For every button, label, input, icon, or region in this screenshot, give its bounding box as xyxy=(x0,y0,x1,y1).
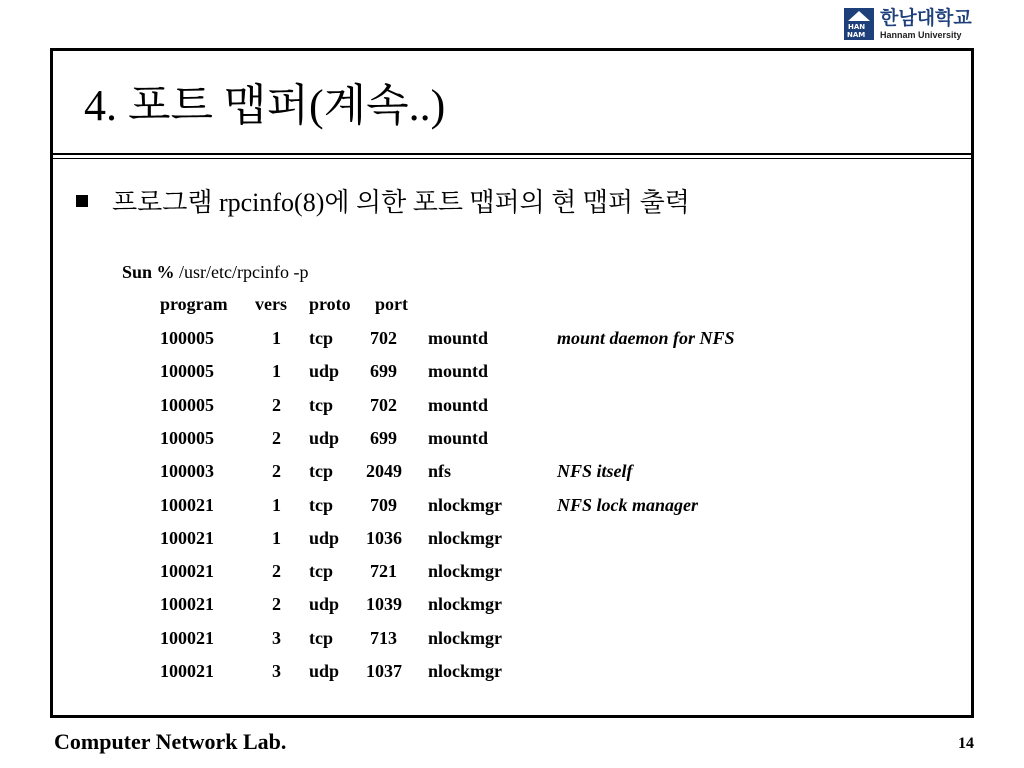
cell-proto: tcp xyxy=(309,328,333,348)
cell-port: 702 xyxy=(370,394,397,415)
footer-lab-name: Computer Network Lab. xyxy=(54,729,287,754)
cell-port: 1039 xyxy=(366,594,402,615)
cell-program: 100005 xyxy=(160,394,214,415)
cell-service: nfs xyxy=(428,461,452,482)
cell-vers: 2 xyxy=(272,427,281,448)
cell-proto: tcp xyxy=(309,461,333,482)
title-divider-thin xyxy=(53,158,971,159)
cell-port: 702 xyxy=(370,328,397,348)
page-number: 14 xyxy=(958,735,974,752)
university-emblem-icon: HAN NAM xyxy=(844,8,874,40)
cell-proto: tcp xyxy=(309,627,333,648)
cell-port: 713 xyxy=(370,627,397,648)
slide-title: 4. 포트 맵퍼(계속..) xyxy=(84,81,446,130)
command-prompt: Sun % xyxy=(122,262,175,282)
logo-korean-name: 한남대학교 xyxy=(880,6,972,29)
command-line xyxy=(122,262,309,283)
cell-proto: udp xyxy=(309,427,340,448)
cell-program: 100021 xyxy=(160,561,214,582)
cell-service: mountd xyxy=(428,361,489,382)
cell-proto: tcp xyxy=(309,494,333,515)
title-divider xyxy=(53,153,971,155)
cell-vers: 2 xyxy=(272,461,281,482)
cell-vers: 3 xyxy=(272,627,281,648)
university-logo xyxy=(844,8,972,40)
cell-port: 721 xyxy=(370,561,397,582)
cell-proto: udp xyxy=(309,594,340,615)
cell-program: 100021 xyxy=(160,527,214,548)
square-bullet-icon xyxy=(76,195,88,207)
cell-service: nlockmgr xyxy=(428,494,502,515)
bullet-item xyxy=(76,182,690,219)
cell-service: mountd xyxy=(428,427,489,448)
header-program: program xyxy=(160,294,228,314)
cell-service: mountd xyxy=(428,328,489,348)
cell-note: NFS itself xyxy=(557,461,633,482)
cell-proto: tcp xyxy=(309,394,333,415)
cell-port: 2049 xyxy=(366,461,402,482)
cell-program: 100021 xyxy=(160,594,214,615)
cell-proto: udp xyxy=(309,661,340,681)
cell-note: mount daemon for NFS xyxy=(557,328,735,348)
cell-service: nlockmgr xyxy=(428,561,502,582)
cell-vers: 2 xyxy=(272,394,281,415)
cell-vers: 1 xyxy=(272,494,281,515)
logo-english-name: Hannam University xyxy=(880,29,962,40)
header-vers: vers xyxy=(255,294,287,314)
command-text: /usr/etc/rpcinfo -p xyxy=(179,262,309,282)
cell-proto: tcp xyxy=(309,561,333,582)
cell-proto: udp xyxy=(309,361,340,382)
cell-vers: 3 xyxy=(272,661,281,681)
cell-proto: udp xyxy=(309,527,340,548)
header-proto: proto xyxy=(309,294,351,314)
slide-frame xyxy=(50,48,974,718)
cell-service: nlockmgr xyxy=(428,661,502,681)
cell-port: 699 xyxy=(370,361,397,382)
cell-service: nlockmgr xyxy=(428,527,502,548)
header-port: port xyxy=(375,294,408,314)
cell-port: 1036 xyxy=(366,527,402,548)
cell-program: 100003 xyxy=(160,461,214,482)
cell-vers: 2 xyxy=(272,594,281,615)
cell-program: 100021 xyxy=(160,627,214,648)
cell-note: NFS lock manager xyxy=(557,494,699,515)
cell-port: 709 xyxy=(370,494,397,515)
cell-vers: 1 xyxy=(272,328,281,348)
cell-vers: 1 xyxy=(272,361,281,382)
bullet-text: 프로그램 rpcinfo(8)에 의한 포트 맵퍼의 현 맵퍼 출력 xyxy=(112,188,690,217)
cell-program: 100005 xyxy=(160,361,214,382)
cell-port: 699 xyxy=(370,427,397,448)
cell-port: 1037 xyxy=(366,661,402,681)
cell-program: 100021 xyxy=(160,661,214,681)
cell-program: 100005 xyxy=(160,328,214,348)
cell-service: nlockmgr xyxy=(428,627,502,648)
cell-service: mountd xyxy=(428,394,489,415)
cell-vers: 1 xyxy=(272,527,281,548)
cell-program: 100021 xyxy=(160,494,214,515)
cell-service: nlockmgr xyxy=(428,594,502,615)
cell-vers: 2 xyxy=(272,561,281,582)
cell-program: 100005 xyxy=(160,427,214,448)
